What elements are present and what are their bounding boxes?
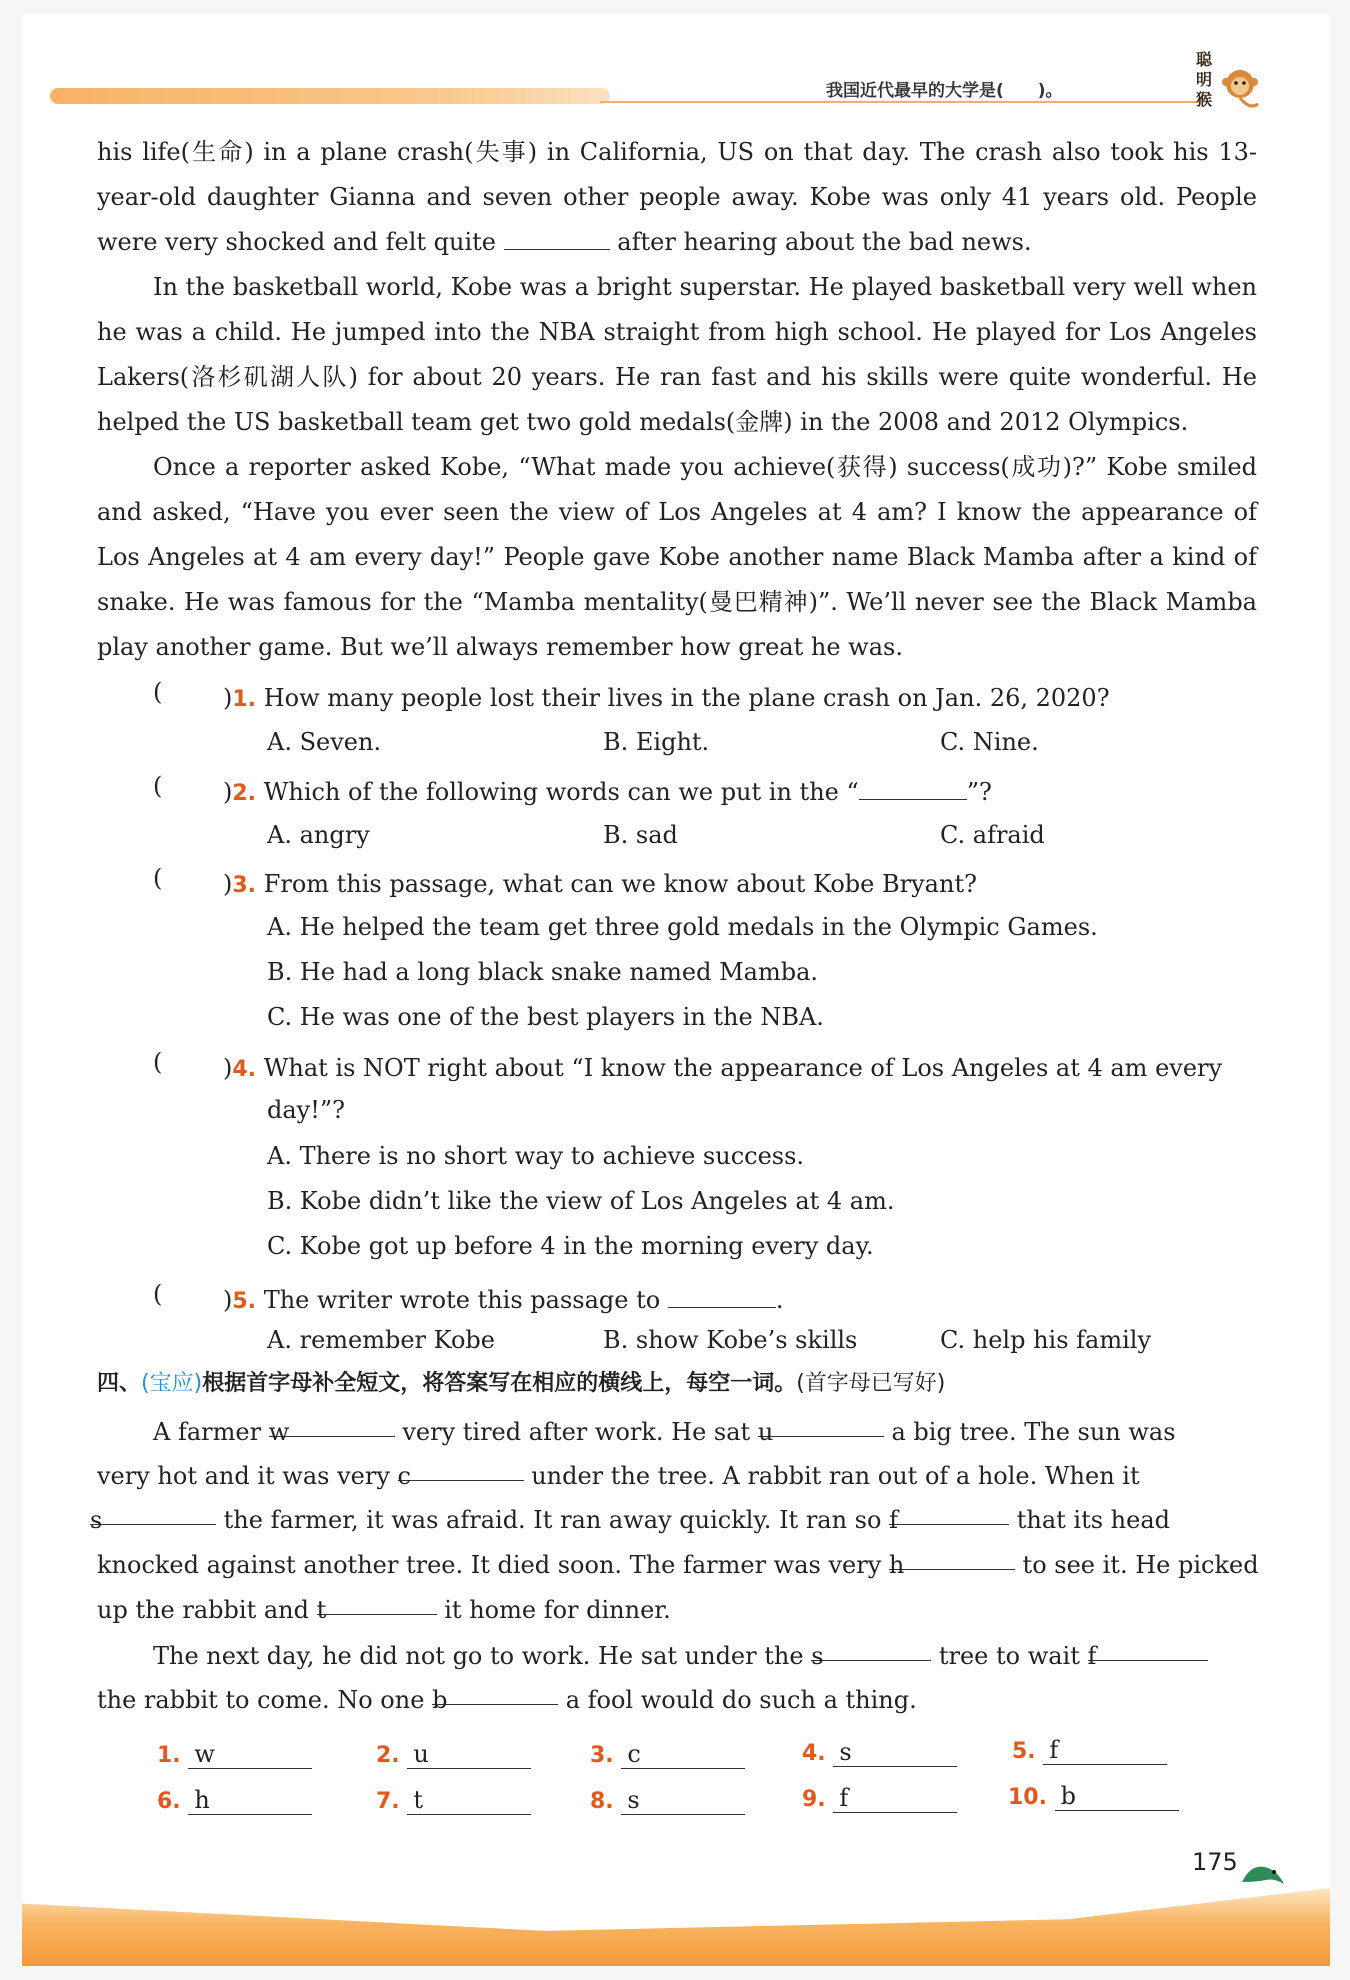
- header-decor-bar: [50, 88, 610, 104]
- passage-paragraph-1: his life(生命) in a plane crash(失事) in California, US on that day. The crash also took his 13-year-old daughter Gianna and seven other people away. Kobe was only 41 years old. People were very shocked and felt quite after hearing about the bad news.: [97, 138, 1257, 256]
- question-2: )2. Which of the following words can we put in the “ ”?: [223, 770, 992, 816]
- question-4-cont: day!”?: [267, 1096, 346, 1124]
- answer-paren-5[interactable]: (: [153, 1280, 163, 1308]
- cloze-line-3: s the farmer, it was afraid. It ran away quickly. It ran so f that its head: [90, 1498, 1170, 1543]
- q5-option-a: A. remember Kobe: [267, 1326, 495, 1354]
- q2-blank: [859, 773, 967, 800]
- q4-option-a: A. There is no short way to achieve success.: [267, 1142, 805, 1170]
- answer-field-8[interactable]: 8. s: [590, 1786, 745, 1815]
- section-4-title: 四、(宝应)根据首字母补全短文，将答案写在相应的横线上，每空一词。(首字母已写好): [97, 1371, 946, 1396]
- answer-field-2[interactable]: 2. u: [376, 1740, 531, 1769]
- cloze-blank-2: u: [758, 1410, 884, 1437]
- cloze-line-1: A farmer w very tired after work. He sat u a big tree. The sun was: [153, 1410, 1176, 1455]
- question-1: )1. How many people lost their lives in the plane crash on Jan. 26, 2020?: [223, 684, 1110, 712]
- q5-option-c: C. help his family: [940, 1326, 1152, 1354]
- q1-option-b: B. Eight.: [603, 728, 710, 756]
- header-divider: [600, 101, 1200, 103]
- cloze-blank-6: h: [889, 1543, 1015, 1570]
- cloze-line-7: the rabbit to come. No one b a fool would do such a thing.: [97, 1678, 917, 1723]
- cloze-line-6: The next day, he did not go to work. He sat under the s tree to wait f: [153, 1634, 1208, 1679]
- answer-field-5[interactable]: 5. f: [1012, 1736, 1167, 1765]
- q5-blank: [668, 1281, 776, 1308]
- cloze-line-5: up the rabbit and t it home for dinner.: [97, 1588, 671, 1633]
- q4-option-b: B. Kobe didn’t like the view of Los Angeles at 4 am.: [267, 1187, 895, 1215]
- cloze-line-4: knocked against another tree. It died soon. The farmer was very h to see it. He picked: [97, 1543, 1259, 1588]
- answer-paren-4[interactable]: (: [153, 1048, 163, 1076]
- passage-paragraph-2: In the basketball world, Kobe was a bright superstar. He played basketball very well when he was a child. He jumped into the NBA straight from high school. He played for Los Angeles Lakers(洛杉矶湖人队) for about 20 years. He ran fast and his skills were quite wonderful. He helped the US basketball team get two gold medals(金牌) in the 2008 and 2012 Olympics.: [97, 273, 1257, 436]
- answer-field-1[interactable]: 1. w: [157, 1740, 312, 1769]
- passage-paragraph-3: Once a reporter asked Kobe, “What made you achieve(获得) success(成功)?” Kobe smiled and asked, “Have you ever seen the view of Los Angeles at 4 am? I know the appearance of Los Angeles at 4 am every day!” People gave Kobe another name Black Mamba after a kind of snake. He was famous for the “Mamba mentality(曼巴精神)”. We’ll never see the Black Mamba play another game. But we’ll always remember how great he was.: [97, 453, 1257, 661]
- answer-field-6[interactable]: 6. h: [157, 1786, 312, 1815]
- cloze-blank-9: f: [1088, 1634, 1208, 1661]
- cloze-blank-10: b: [432, 1678, 558, 1705]
- q2-option-b: B. sad: [603, 821, 678, 849]
- answer-paren-2[interactable]: (: [153, 772, 163, 800]
- q3-option-b: B. He had a long black snake named Mamba.: [267, 958, 819, 986]
- answer-paren-3[interactable]: (: [153, 864, 163, 892]
- question-5: )5. The writer wrote this passage to .: [223, 1278, 783, 1324]
- q1-option-a: A. Seven.: [267, 728, 382, 756]
- answer-field-7[interactable]: 7. t: [376, 1786, 531, 1815]
- q5-option-b: B. show Kobe’s skills: [603, 1326, 858, 1354]
- page-number: 175: [1192, 1848, 1238, 1876]
- passage-blank[interactable]: [504, 223, 610, 250]
- cloze-blank-4: s: [90, 1498, 216, 1525]
- question-4: )4. What is NOT right about “I know the appearance of Los Angeles at 4 am every: [223, 1054, 1223, 1082]
- answer-field-4[interactable]: 4. s: [802, 1738, 957, 1767]
- header-question: 我国近代最早的大学是( )。: [826, 81, 1063, 101]
- answer-paren-1[interactable]: (: [153, 678, 163, 706]
- cloze-line-2: very hot and it was very c under the tree. A rabbit ran out of a hole. When it: [97, 1454, 1140, 1499]
- answer-field-3[interactable]: 3. c: [590, 1740, 745, 1769]
- answer-field-9[interactable]: 9. f: [802, 1784, 957, 1813]
- lizard-icon: [1238, 1852, 1288, 1892]
- q2-option-a: A. angry: [267, 821, 370, 849]
- q4-option-c: C. Kobe got up before 4 in the morning every day.: [267, 1232, 874, 1260]
- q1-option-c: C. Nine.: [940, 728, 1039, 756]
- q2-option-c: C. afraid: [940, 821, 1045, 849]
- mascot-label: 聪明猴: [1196, 50, 1213, 109]
- cloze-blank-8: s: [811, 1634, 931, 1661]
- cloze-blank-5: f: [889, 1498, 1009, 1525]
- answer-field-10[interactable]: 10. b: [1008, 1782, 1179, 1811]
- question-3: )3. From this passage, what can we know about Kobe Bryant?: [223, 870, 977, 898]
- cloze-blank-1: w: [269, 1410, 395, 1437]
- cloze-blank-3: c: [398, 1454, 524, 1481]
- q3-option-a: A. He helped the team get three gold medals in the Olympic Games.: [267, 913, 1098, 941]
- cloze-blank-7: t: [317, 1588, 437, 1615]
- q3-option-c: C. He was one of the best players in the NBA.: [267, 1003, 824, 1031]
